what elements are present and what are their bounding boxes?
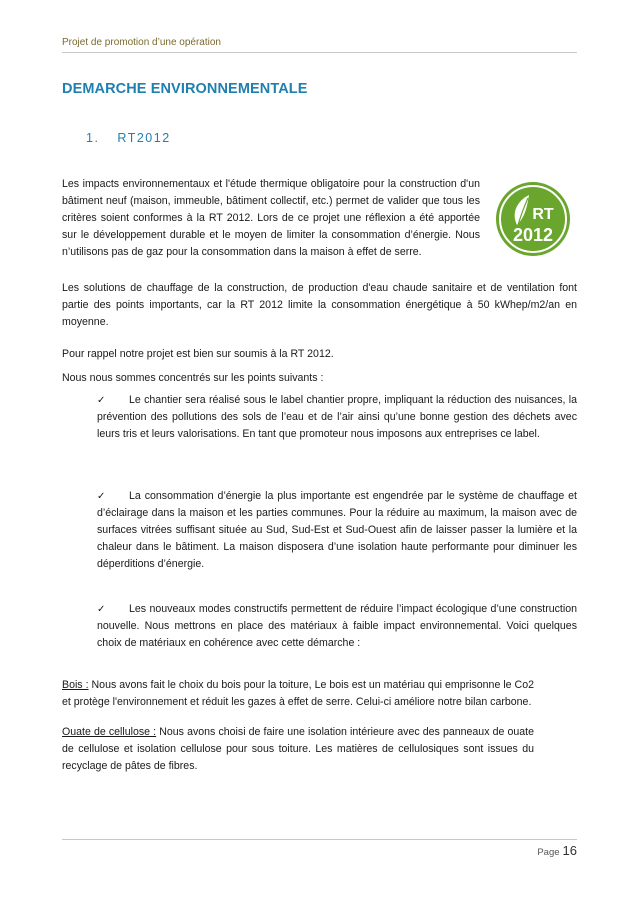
material-ouate — [62, 724, 534, 775]
points-intro-paragraph: Nous nous sommes concentrés sur les points suivants : — [62, 372, 324, 384]
page-label: Page — [537, 847, 560, 858]
material-text: Nous avons fait le choix du bois pour la toiture, Le bois est un matériau qui emprisonne le Co2 et protège l'environnement et réduit les gazes à effet de serre. Celui-ci améliore notre bilan carbone. — [62, 679, 534, 708]
bullet-text: La consommation d’énergie la plus importante est engendrée par le système de chauffage et d’éclairage dans la maison et les parties communes. Pour la réduire au maximum, la maison avec de surfaces vitrées suffisant située au Sud, Sud-Est et Sud-Ouest afin de laisser passer la lumière et la chaleur dans le bâtiment. La maison disposera d’une isolation haute performante pour diminuer les déperditions d’énergie. — [97, 490, 577, 570]
bullet-text: Les nouveaux modes constructifs permettent de réduire l’impact écologique d’une construction nouvelle. Nous mettrons en place des matériaux à faible impact environnemental. Voici quelques choix de matériaux en cohérence avec cette démarche : — [97, 603, 577, 649]
material-bois — [62, 677, 534, 711]
material-label: Ouate de cellulose : — [62, 726, 157, 738]
logo-text-year: 2012 — [512, 225, 554, 245]
checkmark-icon: ✓ — [97, 491, 106, 502]
bullet-item — [97, 488, 577, 573]
material-text: Nous avons choisi de faire une isolation intérieure avec des panneaux de ouate de cellulose et isolation cellulose pour sous toiture. Les matières de cellulosiques sont issues du recyclage de pâtes de fibres. — [62, 726, 534, 772]
checkmark-icon: ✓ — [97, 395, 106, 406]
footer-divider — [62, 839, 577, 840]
checkmark-icon: ✓ — [97, 604, 106, 615]
subsection-title: RT2012 — [117, 131, 171, 145]
bullet-text: Le chantier sera réalisé sous le label chantier propre, impliquant la réduction des nuisances, la prévention des pollutions des sols de l’eau et de l’air ainsi qu’une bonne gestion des déchets avec leurs tris et leurs valorisations. En tant que promoteur nous imposons aux entreprises ce label. — [97, 394, 577, 440]
subsection-number: 1. — [86, 131, 100, 145]
rappel-paragraph: Pour rappel notre projet est bien sur soumis à la RT 2012. — [62, 348, 334, 360]
intro-paragraph: Les impacts environnementaux et l'étude thermique obligatoire pour la construction d'un bâtiment neuf (maison, immeuble, bâtiment collectif, etc.) permet de valider que tous les critères soient conformes à la RT 2012. Lors de ce projet une réflexion a été apportée sur le développement durable et le moyen de limiter la consommation d’énergie. Nous n’utilisons pas de gaz pour la consommation dans la maison à effet de serre. — [62, 178, 480, 258]
solutions-paragraph: Les solutions de chauffage de la construction, de production d'eau chaude sanitaire et de ventilation font partie des points importants, car la RT 2012 limite la consommation énergétique à 50 kWhep/m2/an en moyenne. — [62, 282, 577, 328]
subsection-heading — [86, 131, 171, 145]
logo-text-rt: RT — [532, 206, 554, 223]
header-divider — [62, 52, 577, 53]
bullet-item — [97, 601, 577, 652]
rt2012-logo — [495, 181, 571, 257]
page-footer — [537, 843, 577, 858]
page-number: 16 — [562, 843, 577, 858]
running-header: Projet de promotion d’une opération — [62, 37, 221, 48]
section-title: DEMARCHE ENVIRONNEMENTALE — [62, 81, 308, 97]
bullet-item — [97, 392, 577, 443]
material-label: Bois : — [62, 679, 89, 691]
